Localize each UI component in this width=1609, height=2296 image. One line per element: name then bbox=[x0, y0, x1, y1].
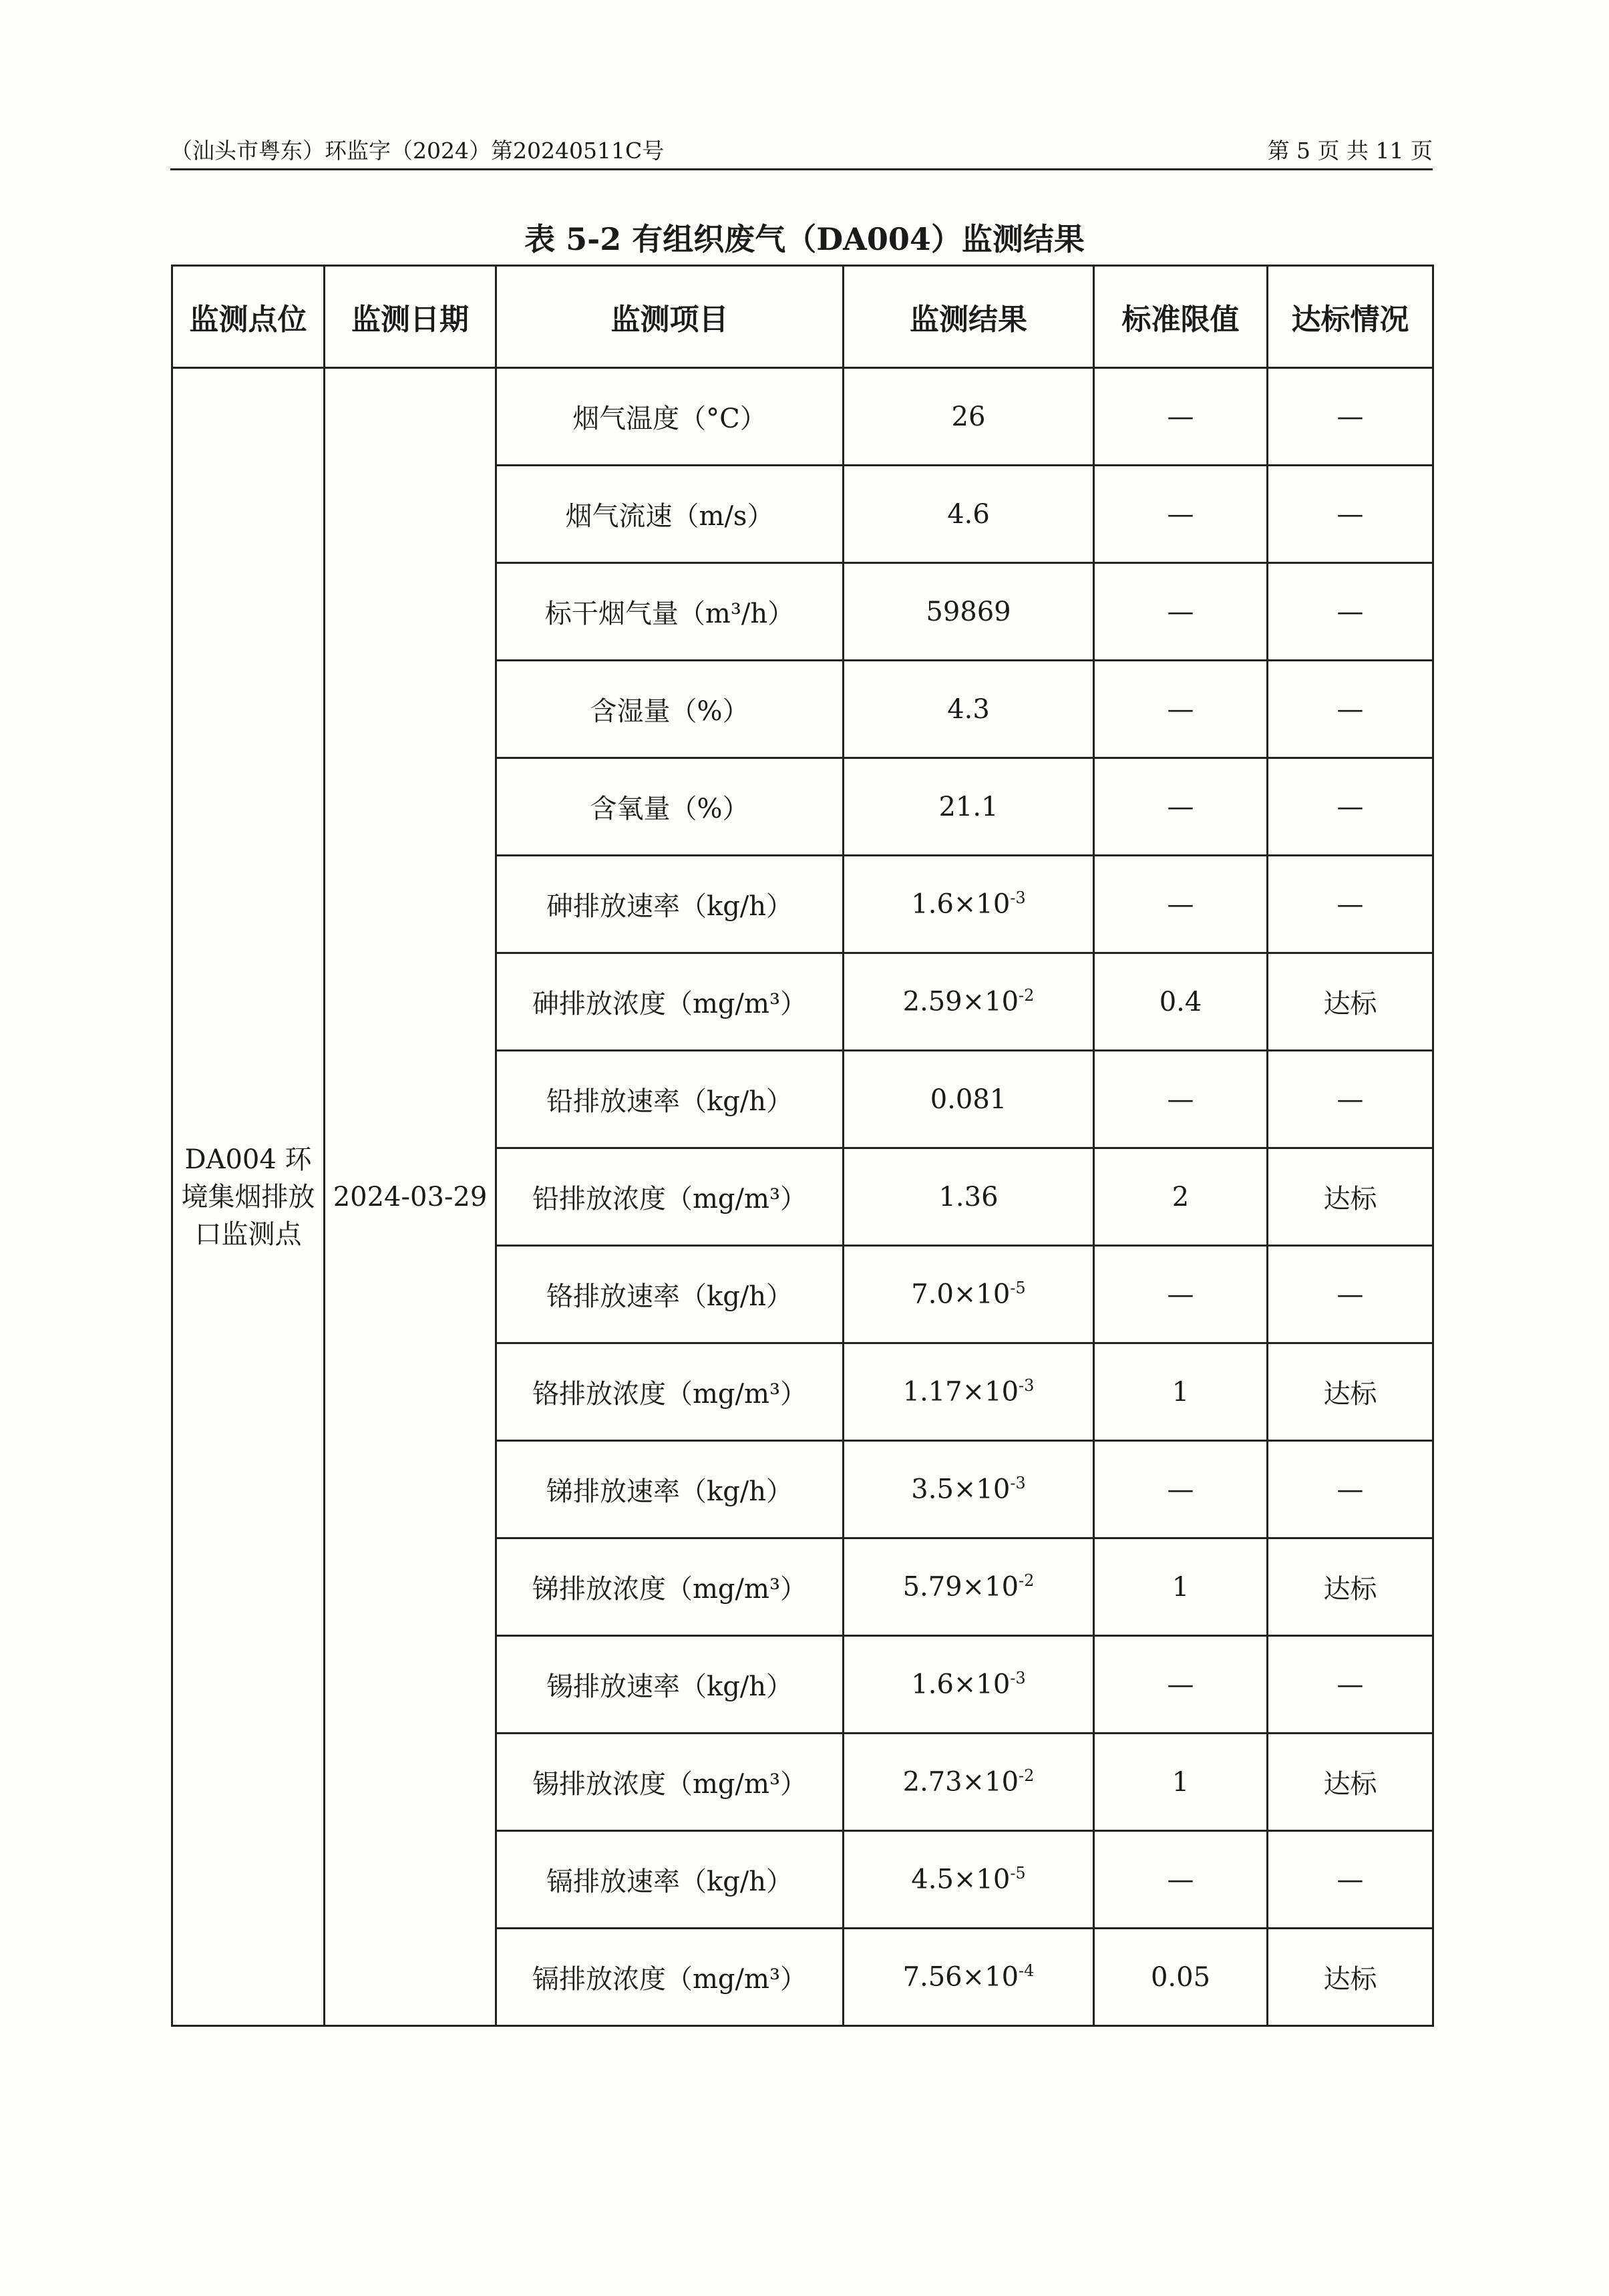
item-cell: 铬排放浓度（mg/m³） bbox=[496, 1343, 844, 1441]
result-value: 1.6×10 bbox=[911, 1669, 1011, 1700]
table-row bbox=[172, 368, 1433, 466]
limit-cell: 0.4 bbox=[1094, 953, 1268, 1051]
limit-cell: — bbox=[1094, 368, 1268, 466]
result-value: 0.081 bbox=[930, 1084, 1007, 1115]
result-exponent: -2 bbox=[1019, 1571, 1035, 1591]
item-cell: 标干烟气量（m³/h） bbox=[496, 563, 844, 661]
result-exponent: -2 bbox=[1019, 986, 1035, 1005]
item-cell: 铬排放速率（kg/h） bbox=[496, 1246, 844, 1343]
limit-cell: — bbox=[1094, 563, 1268, 661]
report-number: （汕头市粤东）环监字（2024）第20240511C号 bbox=[170, 138, 665, 164]
result-exponent: -3 bbox=[1019, 1376, 1035, 1396]
status-cell: 达标 bbox=[1268, 953, 1433, 1051]
col-header-result: 监测结果 bbox=[844, 266, 1094, 368]
table-body bbox=[172, 368, 1433, 2026]
result-cell bbox=[844, 1636, 1094, 1734]
result-value: 1.36 bbox=[938, 1181, 999, 1212]
limit-cell: — bbox=[1094, 758, 1268, 856]
status-cell: 达标 bbox=[1268, 1929, 1433, 2026]
item-cell: 镉排放速率（kg/h） bbox=[496, 1831, 844, 1929]
result-exponent: -2 bbox=[1019, 1766, 1035, 1786]
result-value: 7.0×10 bbox=[911, 1279, 1011, 1310]
status-cell: — bbox=[1268, 1246, 1433, 1343]
result-value: 4.6 bbox=[947, 498, 990, 530]
item-cell: 锡排放浓度（mg/m³） bbox=[496, 1734, 844, 1831]
status-cell: — bbox=[1268, 661, 1433, 758]
limit-cell: 2 bbox=[1094, 1148, 1268, 1246]
result-cell bbox=[844, 1441, 1094, 1538]
status-cell: — bbox=[1268, 1051, 1433, 1148]
result-value: 21.1 bbox=[938, 791, 999, 822]
result-exponent: -3 bbox=[1010, 888, 1026, 908]
limit-cell: — bbox=[1094, 1636, 1268, 1734]
status-cell: — bbox=[1268, 466, 1433, 563]
result-cell bbox=[844, 1538, 1094, 1636]
col-header-limit: 标准限值 bbox=[1094, 266, 1268, 368]
item-cell: 含湿量（%） bbox=[496, 661, 844, 758]
status-cell: — bbox=[1268, 758, 1433, 856]
result-value: 4.5×10 bbox=[911, 1864, 1011, 1895]
limit-cell: — bbox=[1094, 1246, 1268, 1343]
result-cell bbox=[844, 661, 1094, 758]
result-cell bbox=[844, 563, 1094, 661]
result-exponent: -5 bbox=[1010, 1279, 1026, 1298]
result-cell bbox=[844, 856, 1094, 953]
item-cell: 烟气温度（°C） bbox=[496, 368, 844, 466]
result-value: 2.59×10 bbox=[902, 986, 1019, 1017]
result-cell bbox=[844, 953, 1094, 1051]
result-value: 2.73×10 bbox=[902, 1766, 1019, 1798]
result-cell bbox=[844, 1051, 1094, 1148]
result-cell bbox=[844, 466, 1094, 563]
result-value: 1.17×10 bbox=[902, 1376, 1019, 1408]
limit-cell: 1 bbox=[1094, 1538, 1268, 1636]
item-cell: 烟气流速（m/s） bbox=[496, 466, 844, 563]
status-cell: — bbox=[1268, 368, 1433, 466]
result-cell bbox=[844, 1148, 1094, 1246]
item-cell: 锑排放浓度（mg/m³） bbox=[496, 1538, 844, 1636]
col-header-date: 监测日期 bbox=[325, 266, 496, 368]
page-number: 第 5 页 共 11 页 bbox=[1267, 138, 1433, 164]
page-header bbox=[170, 131, 1433, 170]
status-cell: — bbox=[1268, 856, 1433, 953]
result-cell bbox=[844, 1734, 1094, 1831]
item-cell: 铅排放速率（kg/h） bbox=[496, 1051, 844, 1148]
limit-cell: 1 bbox=[1094, 1343, 1268, 1441]
item-cell: 镉排放浓度（mg/m³） bbox=[496, 1929, 844, 2026]
limit-cell: — bbox=[1094, 1831, 1268, 1929]
item-cell: 锑排放速率（kg/h） bbox=[496, 1441, 844, 1538]
table-caption: 表 5-2 有组织废气（DA004）监测结果 bbox=[524, 221, 1085, 257]
monitoring-point: DA004 环境集烟排放口监测点 bbox=[172, 368, 325, 2026]
limit-cell: — bbox=[1094, 856, 1268, 953]
result-value: 59869 bbox=[926, 596, 1011, 627]
result-value: 26 bbox=[951, 401, 986, 432]
col-header-item: 监测项目 bbox=[496, 266, 844, 368]
limit-cell: 1 bbox=[1094, 1734, 1268, 1831]
status-cell: 达标 bbox=[1268, 1148, 1433, 1246]
status-cell: 达标 bbox=[1268, 1343, 1433, 1441]
status-cell: — bbox=[1268, 1831, 1433, 1929]
limit-cell: — bbox=[1094, 466, 1268, 563]
result-value: 7.56×10 bbox=[902, 1961, 1019, 1993]
result-cell bbox=[844, 1929, 1094, 2026]
result-exponent: -3 bbox=[1010, 1669, 1026, 1688]
result-cell bbox=[844, 1831, 1094, 1929]
result-value: 1.6×10 bbox=[911, 888, 1011, 920]
item-cell: 含氧量（%） bbox=[496, 758, 844, 856]
status-cell: 达标 bbox=[1268, 1734, 1433, 1831]
limit-cell: — bbox=[1094, 1051, 1268, 1148]
status-cell: — bbox=[1268, 563, 1433, 661]
result-cell bbox=[844, 1246, 1094, 1343]
result-exponent: -3 bbox=[1010, 1474, 1026, 1493]
header-row bbox=[172, 266, 1433, 368]
monitoring-date: 2024-03-29 bbox=[325, 368, 496, 2026]
item-cell: 锡排放速率（kg/h） bbox=[496, 1636, 844, 1734]
limit-cell: — bbox=[1094, 661, 1268, 758]
result-cell bbox=[844, 1343, 1094, 1441]
result-cell bbox=[844, 368, 1094, 466]
result-value: 3.5×10 bbox=[911, 1474, 1011, 1505]
col-header-point: 监测点位 bbox=[172, 266, 325, 368]
item-cell: 砷排放速率（kg/h） bbox=[496, 856, 844, 953]
result-exponent: -5 bbox=[1010, 1864, 1026, 1883]
result-exponent: -4 bbox=[1019, 1961, 1035, 1981]
limit-cell: 0.05 bbox=[1094, 1929, 1268, 2026]
status-cell: — bbox=[1268, 1636, 1433, 1734]
result-value: 4.3 bbox=[947, 693, 990, 725]
item-cell: 铅排放浓度（mg/m³） bbox=[496, 1148, 844, 1246]
col-header-status: 达标情况 bbox=[1268, 266, 1433, 368]
limit-cell: — bbox=[1094, 1441, 1268, 1538]
result-value: 5.79×10 bbox=[902, 1571, 1019, 1603]
results-table bbox=[171, 265, 1434, 2027]
item-cell: 砷排放浓度（mg/m³） bbox=[496, 953, 844, 1051]
status-cell: 达标 bbox=[1268, 1538, 1433, 1636]
status-cell: — bbox=[1268, 1441, 1433, 1538]
result-cell bbox=[844, 758, 1094, 856]
